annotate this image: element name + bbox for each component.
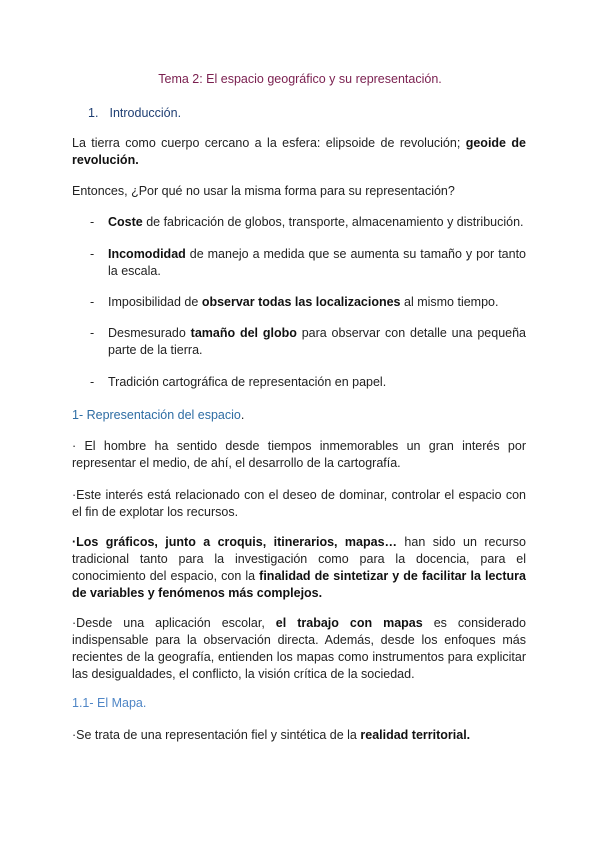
intro-heading-label: Introducción. [109,106,182,120]
bullet-pre: Desmesurado [108,326,191,340]
paragraph-mapa [72,727,526,744]
paragraph-geoid-bold: geoide de revolución. [72,136,526,167]
intro-heading [88,106,181,120]
bullet-dash: - [90,215,95,229]
bullet-incomodidad [90,246,526,280]
paragraph-question: Entonces, ¿Por qué no usar la misma forma para su representación? [72,184,455,198]
bullet-bold: observar todas las localizaciones [201,295,401,309]
bullet-text: Tradición cartográfica de representación en papel. [108,375,387,389]
paragraph-hombre: · El hombre ha sentido desde tiempos inmemorables un gran interés por representar el medio, de ahí, el desarrollo de la cartografía. [72,439,526,470]
bullet-tamano [90,325,526,359]
section-1-heading-label: 1- Representación del espacio [72,408,241,422]
bullet-pre: Imposibilidad de [108,295,202,309]
paragraph-geoid-text: La tierra como cuerpo cercano a la esfera: elipsoide de revolución; [72,136,466,150]
bullet-dash: - [90,295,95,309]
paragraph-escolar-text-b: es considerado indispensable para la observación directa. Además, desde los enfoques más recientes de la geografía, entienden los mapas como instrumentos para explicitar las desigualdades, el conflicto, la visión crítica de la sociedad. [72,616,526,681]
bullet-dash: - [90,326,95,340]
bullet-dash: - [90,247,95,261]
bullet-text: al mismo tiempo. [400,295,499,309]
bullet-bold: tamaño del globo [190,326,297,340]
paragraph-graficos-bold-a: ·Los gráficos, junto a croquis, itinerarios, mapas… [72,535,398,549]
bullet-dash: - [90,375,95,389]
paragraph-graficos [72,534,526,602]
paragraph-interes: ·Este interés está relacionado con el deseo de dominar, controlar el espacio con el fin de explotar los recursos. [72,488,526,519]
paragraph-escolar-text-a: ·Desde una aplicación escolar, [72,616,276,630]
paragraph-graficos-text: han sido un recurso tradicional tanto para la investigación como para la docencia, para el conocimiento del espacio, con la [72,535,527,583]
section-1-heading [72,408,244,422]
bullet-text: para observar con detalle una pequeña parte de la tierra. [108,326,527,357]
document-title: Tema 2: El espacio geográfico y su representación. [158,72,442,86]
section-1-1-heading: 1.1- El Mapa. [72,696,147,710]
paragraph-escolar-bold: el trabajo con mapas [275,616,423,630]
paragraph-escolar [72,615,526,683]
bullet-text: de manejo a medida que se aumenta su tamaño y por tanto la escala. [108,247,526,278]
bullet-bold: Incomodidad [108,247,186,261]
bullet-coste [90,214,526,231]
paragraph-mapa-text: ·Se trata de una representación fiel y sintética de la [72,728,361,742]
bullet-bold: Coste [108,215,143,229]
paragraph-geoid [72,135,526,169]
bullet-imposibilidad [90,294,526,311]
bullet-tradicion [90,374,526,391]
paragraph-graficos-bold-b: finalidad de sintetizar y de facilitar la lectura de variables y fenómenos más complejos. [72,569,526,600]
section-1-heading-suffix: . [240,408,245,422]
intro-heading-number: 1. [88,106,99,120]
paragraph-mapa-bold: realidad territorial. [360,728,471,742]
bullet-text: de fabricación de globos, transporte, almacenamiento y distribución. [142,215,524,229]
